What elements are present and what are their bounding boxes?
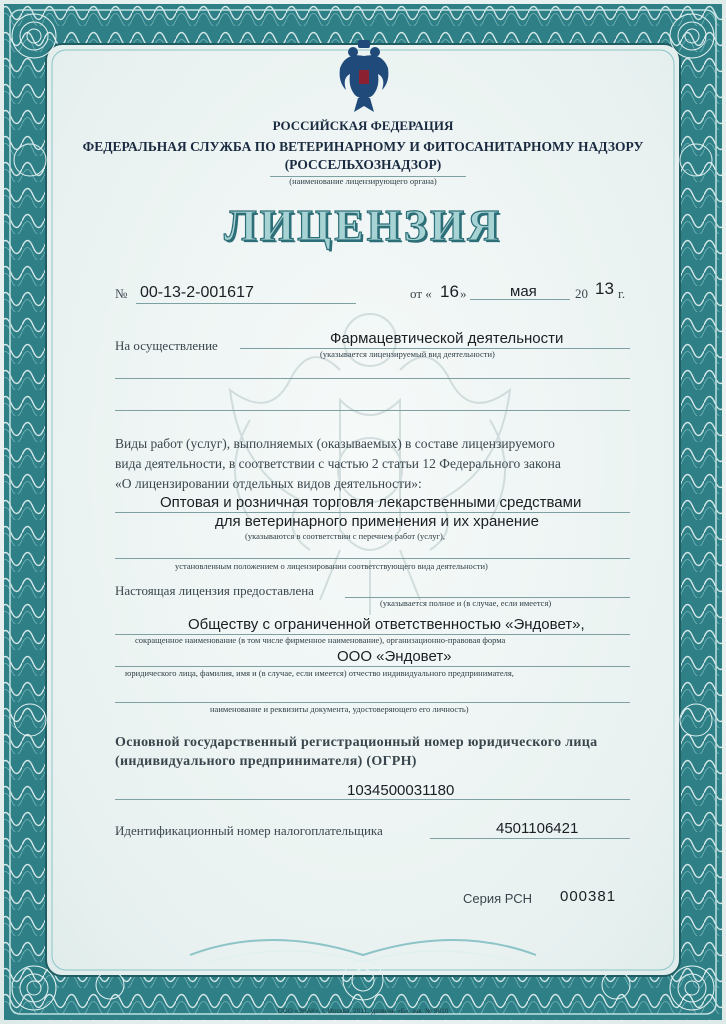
date-prefix: от « xyxy=(410,286,432,301)
ogrn-value: 1034500031180 xyxy=(347,782,455,799)
inn-rule xyxy=(430,838,630,839)
year-prefix: 20 xyxy=(575,286,588,301)
series-number: 000381 xyxy=(560,888,617,905)
holder-caption-1: сокращенное наименование (в том числе фирменное наименование), организационно-правовая форма xyxy=(135,635,506,645)
holder-name-short: ООО «Эндовет» xyxy=(337,648,452,665)
works-caption-1: (указываются в соответствии с перечнем работ (услуг), xyxy=(245,531,445,541)
month-rule xyxy=(470,299,570,300)
country-name: РОССИЙСКАЯ ФЕДЕРАЦИЯ xyxy=(272,118,454,133)
inn-value: 4501106421 xyxy=(496,820,579,837)
works-intro-line-3: «О лицензировании отдельных видов деятельности»: xyxy=(115,476,422,491)
works-intro-line-1: Виды работ (услуг), выполняемых (оказываемых) в составе лицензируемого xyxy=(115,436,555,451)
series-label: Серия РСН xyxy=(463,891,533,906)
works-value-line-2: для ветеринарного применения и их хранение xyxy=(215,513,539,530)
agency-short-name: (РОССЕЛЬХОЗНАДЗОР) xyxy=(284,157,442,172)
inn-label: Идентификационный номер налогоплательщика xyxy=(115,823,383,838)
year-unit: г. xyxy=(618,286,626,301)
license-number-prefix: № xyxy=(115,286,128,301)
ogrn-label-line-1: Основной государственный регистрационный номер юридического лица xyxy=(115,735,598,750)
activity-label: На осуществление xyxy=(115,338,218,353)
works-rule-2 xyxy=(115,558,630,559)
works-caption-2: установленным положением о лицензировании соответствующего вида деятельности) xyxy=(175,561,488,571)
license-number-rule xyxy=(136,303,356,304)
holder-rule-3 xyxy=(115,702,630,703)
works-value-line-1: Оптовая и розничная торговля лекарственными средствами xyxy=(160,494,582,511)
ogrn-rule xyxy=(115,799,630,800)
document-title: ЛИЦЕНЗИЯ xyxy=(223,201,503,250)
license-number: 00-13-2-001617 xyxy=(140,284,254,301)
holder-caption-3: наименование и реквизиты документа, удостоверяющего его личность) xyxy=(210,704,469,714)
holder-caption-2: юридического лица, фамилия, имя и (в случае, если имеется) отчество индивидуального предпринимателя, xyxy=(125,668,514,678)
coat-of-arms-icon xyxy=(336,38,392,116)
date-day-close: » xyxy=(460,286,467,301)
license-month: мая xyxy=(510,283,537,300)
ogrn-label-line-2: (индивидуального предпринимателя) (ОГРН) xyxy=(115,754,417,769)
holder-name-full: Обществу с ограниченной ответственностью «Эндовет», xyxy=(188,616,585,633)
holder-label-caption: (указывается полное и (в случае, если имеется) xyxy=(380,598,552,608)
holder-label: Настоящая лицензия предоставлена xyxy=(115,583,314,598)
agency-name: ФЕДЕРАЛЬНАЯ СЛУЖБА ПО ВЕТЕРИНАРНОМУ И ФИТОСАНИТАРНОМУ НАДЗОРУ xyxy=(82,139,644,154)
agency-caption: (наименование лицензирующего органа) xyxy=(289,176,437,186)
activity-caption: (указывается лицензируемый вид деятельности) xyxy=(320,349,495,359)
printer-footer: ООО «ЗНАК», г. Москва, 2011, уровень «Б», зак. № 9810 xyxy=(277,1008,449,1015)
activity-value: Фармацевтической деятельности xyxy=(330,330,564,347)
holder-rule-2 xyxy=(115,666,630,667)
works-intro-line-2: вида деятельности, в соответствии с частью 2 статьи 12 Федерального закона xyxy=(115,456,561,471)
license-year: 13 xyxy=(595,279,614,298)
activity-rule-2 xyxy=(115,378,630,379)
license-day: 16 xyxy=(440,282,459,301)
activity-rule-3 xyxy=(115,410,630,411)
